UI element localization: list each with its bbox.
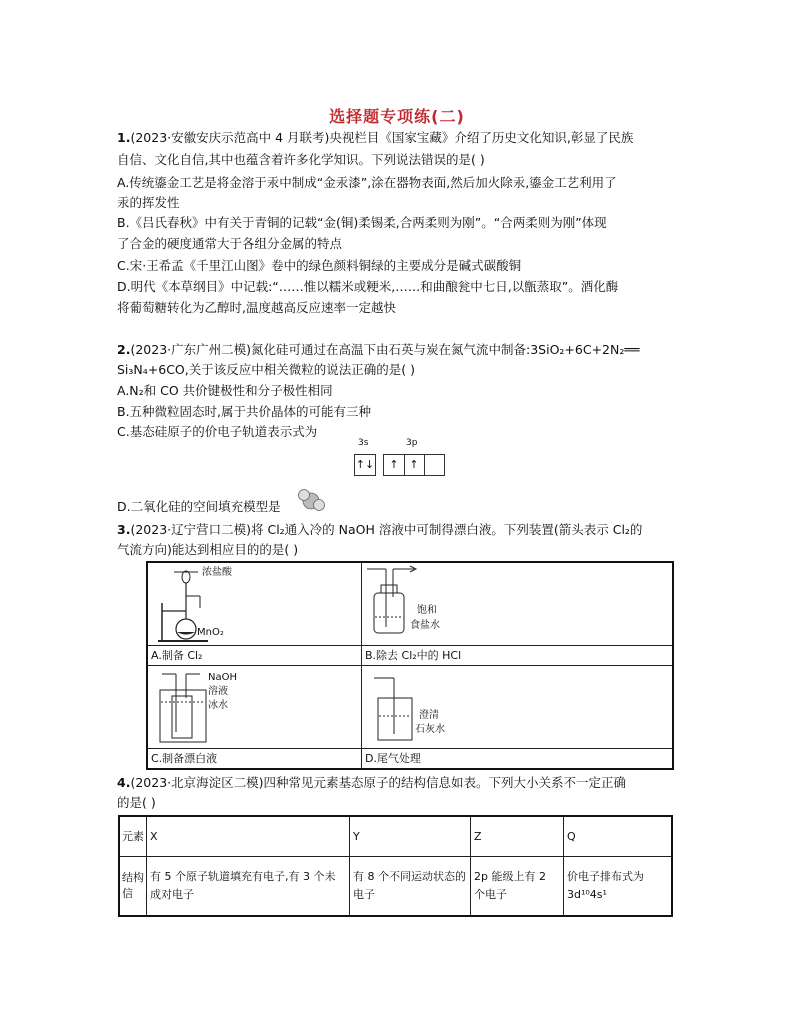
- question-1-option-b-2: 了合金的硬度通常大于各组分金属的特点: [117, 236, 343, 251]
- question-1-option-a-2: 汞的挥发性: [117, 195, 180, 210]
- question-2-option-d: D.二氧化硅的空间填充模型是: [117, 499, 281, 514]
- orbital-3p-label: 3p: [406, 438, 418, 448]
- orbital-3p-boxes: [383, 454, 445, 476]
- apparatus-a-image: [147, 562, 361, 646]
- table-header-z: Z: [471, 816, 564, 856]
- apparatus-b-caption: B.除去 Cl₂中的 HCl: [361, 646, 673, 666]
- apparatus-d-caption: D.尾气处理: [361, 749, 673, 770]
- orbital-3p-box-1: ↑: [384, 455, 405, 475]
- apparatus-a-caption: A.制备 Cl₂: [147, 646, 361, 666]
- orbital-3s-label: 3s: [358, 438, 369, 448]
- question-3-number: 3.: [117, 522, 131, 537]
- question-1-option-b-1: B.《吕氏春秋》中有关于青铜的记载“金(铜)柔锡柔,合两柔则为刚”。“合两柔则为刚”体现: [117, 215, 607, 230]
- orbital-3p-box-2: ↑: [404, 455, 425, 475]
- question-1-option-d-1: D.明代《本草纲目》中记载:“……惟以糯米或粳米,……和曲酿瓮中七日,以甑蒸取”。酒化酶: [117, 279, 619, 294]
- question-4-stem-1: (2023·北京海淀区二模)四种常见元素基态原子的结构信息如表。下列大小关系不一定正确: [130, 775, 626, 790]
- orbital-3p-box-3: [424, 455, 444, 475]
- question-3-line-1: [117, 520, 642, 540]
- apparatus-c-label-1: NaOH: [208, 672, 237, 683]
- question-3-stem-1: (2023·辽宁营口二模)将 Cl₂通入冷的 NaOH 溶液中可制得漂白液。下列装置(箭头表示 Cl₂的: [130, 522, 643, 537]
- question-1-option-a-1: A.传统鎏金工艺是将金溶于汞中制成“金汞漆”,涂在器物表面,然后加火除汞,鎏金工艺利用了: [117, 175, 617, 190]
- question-1-option-c: C.宋·王希孟《千里江山图》卷中的绿色颜料铜绿的主要成分是碱式碳酸铜: [117, 258, 522, 273]
- question-2-option-b: B.五种微粒固态时,属于共价晶体的可能有三种: [117, 404, 372, 419]
- apparatus-c-label-2: 溶液: [208, 686, 228, 697]
- table-cell-q: 价电子排布式为 3d¹⁰4s¹: [564, 856, 673, 916]
- apparatus-d-label-2: 石灰水: [414, 724, 445, 735]
- question-4-line-1: [117, 773, 626, 793]
- table-cell-x: 有 5 个原子轨道填充有电子,有 3 个未成对电子: [147, 856, 350, 916]
- apparatus-c-image: [147, 666, 361, 749]
- table-header-q: Q: [564, 816, 673, 856]
- question-1-stem-2: 自信、文化自信,其中也蕴含着许多化学知识。下列说法错误的是( ): [117, 152, 485, 167]
- table-row-label: 结构信: [119, 856, 147, 916]
- apparatus-table: [146, 561, 674, 770]
- sio2-space-filling-model-image: [296, 486, 326, 514]
- page-title: 选择题专项练(二): [329, 107, 465, 126]
- question-2-stem-2: Si₃N₄+6CO,关于该反应中相关微粒的说法正确的是( ): [117, 362, 415, 377]
- question-2-option-a: A.N₂和 CO 共价键极性和分子极性相同: [117, 383, 333, 398]
- table-cell-z: 2p 能级上有 2 个电子: [471, 856, 564, 916]
- apparatus-b-label-1: 饱和: [416, 605, 437, 616]
- apparatus-c-label-3: 冰水: [208, 700, 228, 711]
- apparatus-a-label-mno2: MnO₂: [197, 627, 224, 638]
- question-1-stem-1: (2023·安徽安庆示范高中 4 月联考)央视栏目《国家宝藏》介绍了历史文化知识,彰显了民族: [130, 130, 634, 145]
- question-3-stem-2: 气流方向)能达到相应目的的是( ): [117, 542, 299, 557]
- apparatus-a-label-hcl: 浓盐酸: [202, 567, 232, 578]
- question-2-stem-1: (2023·广东广州二模)氮化硅可通过在高温下由石英与炭在氮气流中制备:3SiO₂+6C+2N₂══: [130, 342, 640, 357]
- table-header-element: 元素: [119, 816, 147, 856]
- apparatus-d-image: [361, 666, 673, 749]
- question-2-line-1: [117, 340, 639, 360]
- question-4-number: 4.: [117, 775, 131, 790]
- orbital-3s-electrons: ↑↓: [355, 458, 375, 471]
- question-4-stem-2: 的是( ): [117, 795, 156, 810]
- table-header-x: X: [147, 816, 350, 856]
- table-cell-y: 有 8 个不同运动状态的电子: [350, 856, 471, 916]
- apparatus-b-label-2: 食盐水: [409, 620, 440, 631]
- apparatus-d-label-1: 澄清: [418, 710, 439, 721]
- apparatus-c-caption: C.制备漂白液: [147, 749, 361, 770]
- orbital-3s-box: [354, 454, 376, 476]
- apparatus-a-drawing: [148, 563, 363, 645]
- question-1-line-1: [117, 128, 633, 148]
- apparatus-b-drawing: [362, 563, 482, 645]
- question-1-option-d-2: 将葡萄糖转化为乙醇时,温度越高反应速率一定越快: [117, 300, 396, 315]
- apparatus-b-image: [361, 562, 673, 646]
- table-header-y: Y: [350, 816, 471, 856]
- question-1-number: 1.: [117, 130, 131, 145]
- element-info-table: [118, 815, 673, 917]
- question-2-option-c: C.基态硅原子的价电子轨道表示式为: [117, 424, 318, 439]
- question-2-number: 2.: [117, 342, 131, 357]
